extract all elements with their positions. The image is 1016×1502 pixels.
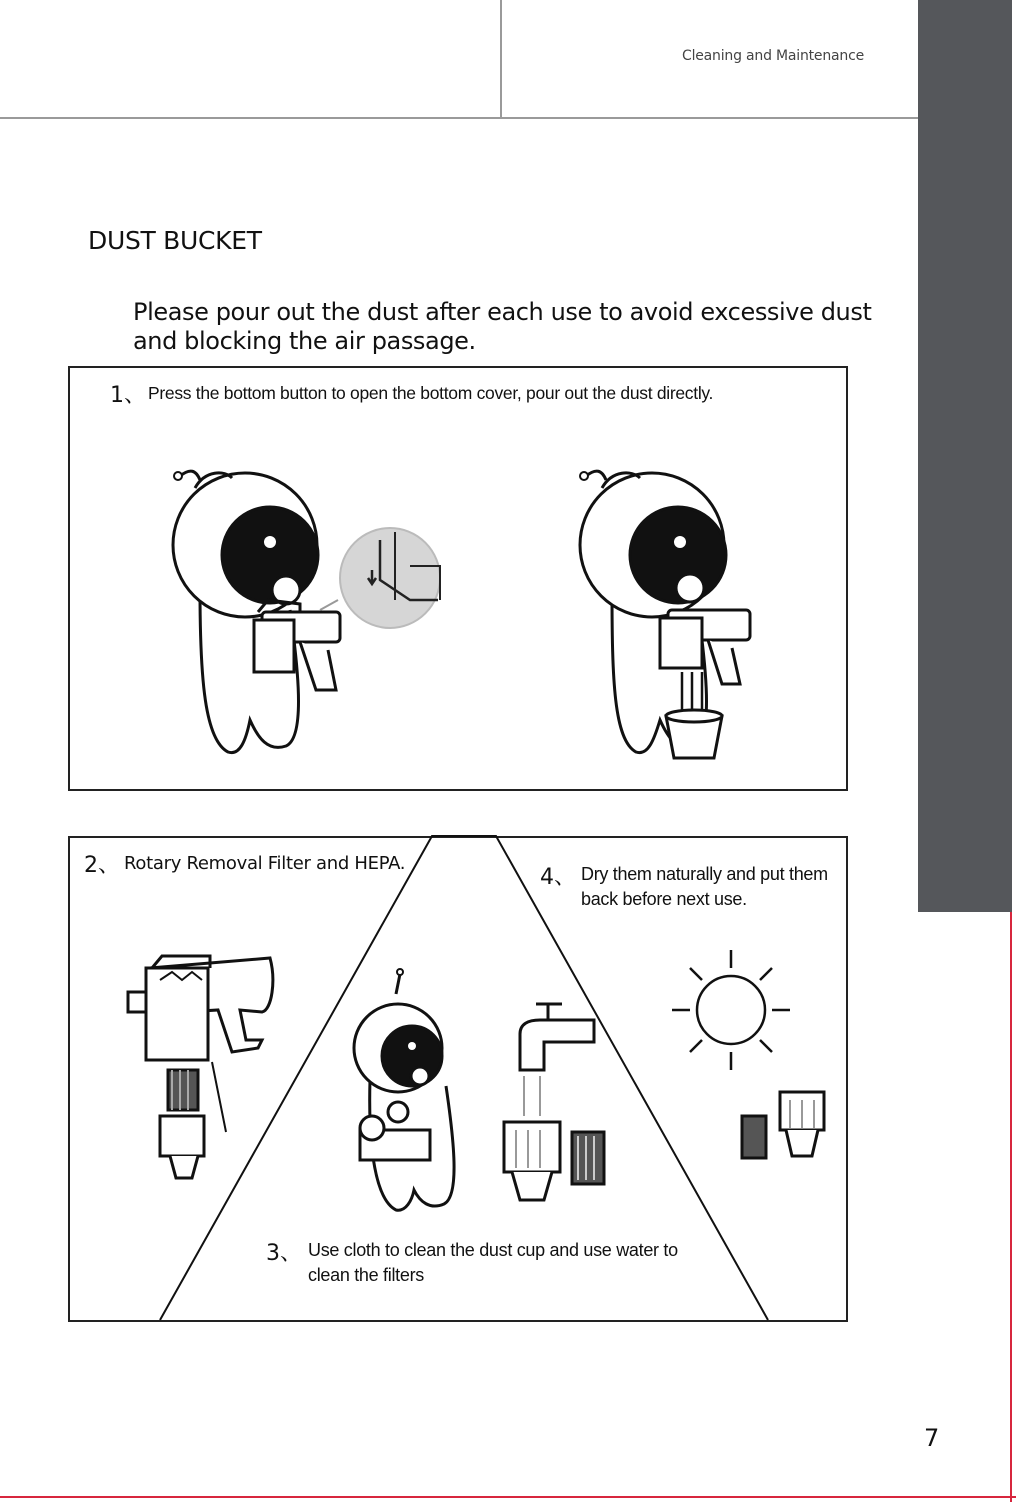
step-2-text: Rotary Removal Filter and HEPA. [124,853,406,874]
step-4-text: Dry them naturally and put them back before next use. [581,864,828,909]
character-cleaning-icon [354,969,454,1210]
step-1-number: 1、 [110,383,146,408]
step-3-text: Use cloth to clean the dust cup and use water to clean the filters [308,1240,678,1285]
character-emptying-icon [173,471,340,753]
step-4-number: 4、 [540,865,576,890]
intro-paragraph: Please pour out the dust after each use to avoid excessive dust and blocking the air passage. [133,298,872,355]
sun-icon [672,950,790,1070]
page-title: DUST BUCKET [88,226,262,255]
vacuum-filter-removal-icon [128,956,273,1178]
section-label: Cleaning and Maintenance [682,48,864,64]
step-1-text: Press the bottom button to open the bottom cover, pour out the dust directly. [148,383,714,403]
washing-filters-icon [504,1122,604,1200]
drying-filters-icon [742,1092,824,1158]
step-2-number: 2、 [84,853,120,878]
page-number: 7 [924,1424,940,1452]
character-pouring-icon [580,471,750,758]
step-3-number: 3、 [266,1241,302,1266]
faucet-icon [520,1004,594,1116]
